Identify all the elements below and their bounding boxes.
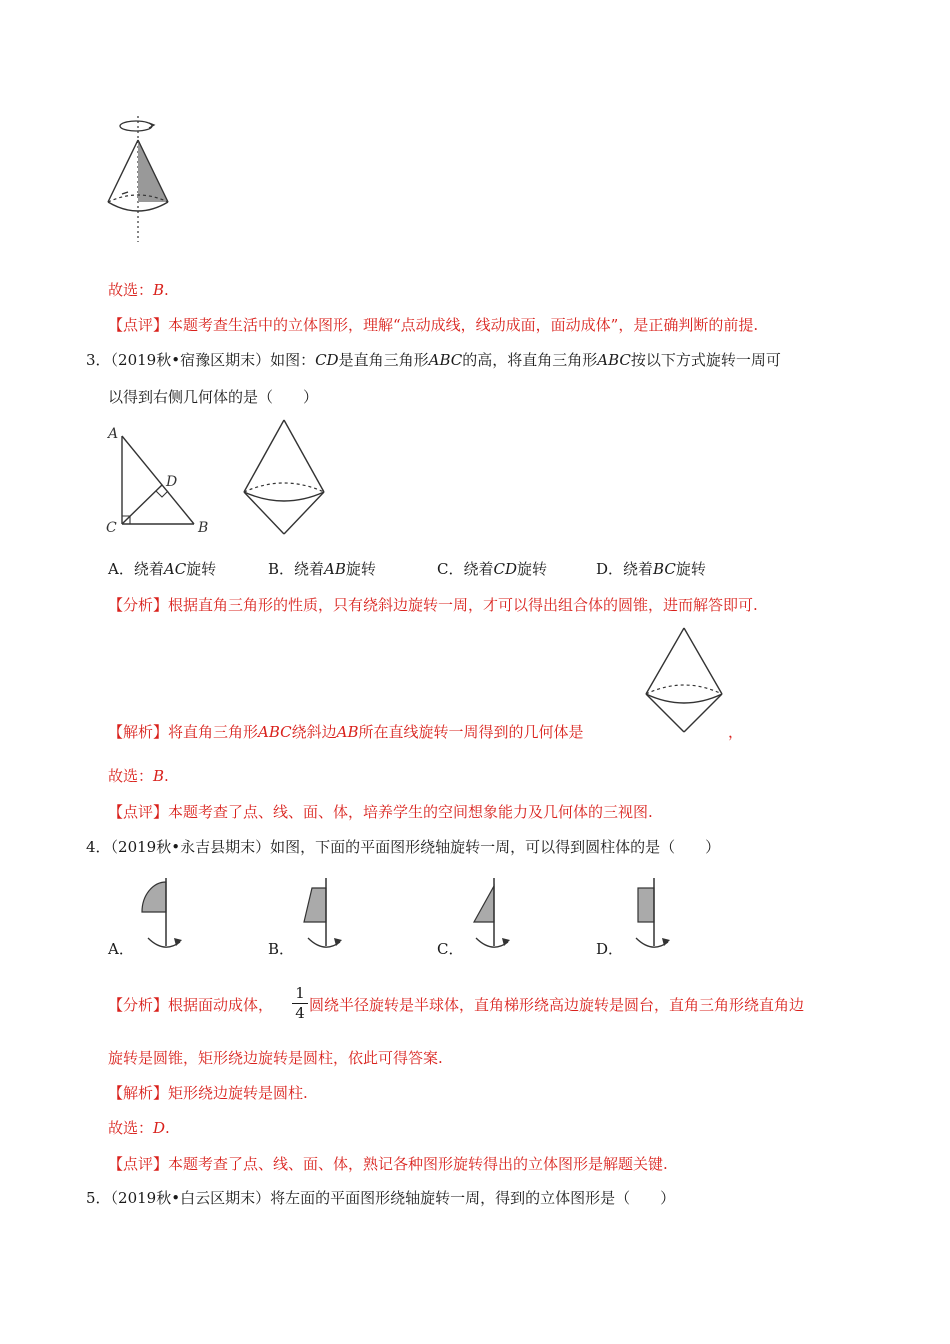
q4-analysis-line2: 旋转是圆锥，矩形绕边旋转是圆柱，依此可得答案. bbox=[108, 1049, 443, 1067]
option-text: 绕着 bbox=[463, 560, 494, 578]
q3-text: 按以下方式旋转一周可 bbox=[630, 351, 781, 369]
q4-analysis-line1-rest: 圆绕半径旋转是半球体，直角梯形绕高边旋转是圆台，直角三角形绕直角边 bbox=[309, 996, 805, 1014]
choose-value: B bbox=[153, 281, 165, 299]
question-number: 5． bbox=[86, 1189, 111, 1207]
q5-text: （2019秋•白云区期末）将左面的平面图形绕轴旋转一周，得到的立体图形是（ ） bbox=[110, 1189, 676, 1207]
fraction-one-quarter bbox=[292, 985, 308, 1022]
q4-stem bbox=[86, 836, 720, 858]
option-text: 旋转 bbox=[517, 560, 548, 578]
option-text: 旋转 bbox=[675, 560, 706, 578]
choose-value: B bbox=[153, 767, 165, 785]
choose-end: . bbox=[165, 1119, 170, 1137]
q3-comment-line bbox=[108, 801, 653, 823]
option-var: BC bbox=[653, 560, 676, 578]
q4-text: （2019秋•永吉县期末）如图，下面的平面图形绕轴旋转一周，可以得到圆柱体的是（ ） bbox=[110, 838, 721, 856]
q4-solution-line bbox=[108, 1082, 308, 1104]
q4-option-a[interactable]: A． bbox=[108, 940, 134, 958]
q3-text: 的高，将直角三角形 bbox=[462, 351, 598, 369]
fraction-denominator: 4 bbox=[295, 1004, 305, 1022]
question-number: 4． bbox=[86, 838, 111, 856]
label-c: C bbox=[106, 520, 117, 536]
q3-stem-line2: 以得到右侧几何体的是（ ） bbox=[108, 388, 319, 406]
choose-label: 故选： bbox=[108, 281, 154, 299]
solution-var: AB bbox=[336, 723, 359, 741]
q3-text: 是直角三角形 bbox=[338, 351, 429, 369]
q4-figure-d-rectangle bbox=[624, 874, 674, 954]
analysis-tag: 【分析】 bbox=[108, 596, 169, 614]
q3-option-d[interactable] bbox=[596, 558, 706, 580]
prev-comment-line bbox=[108, 314, 758, 336]
comment-tag: 【点评】 bbox=[108, 803, 169, 821]
q4-figure-b-trapezoid bbox=[296, 874, 346, 954]
option-key: B． bbox=[268, 560, 295, 578]
label-b: B bbox=[198, 520, 209, 536]
analysis-text: 根据面动成体， bbox=[168, 996, 274, 1014]
solution-text: 绕斜边 bbox=[291, 723, 337, 741]
comment-text: 本题考查了点、线、面、体，熟记各种图形旋转得出的立体图形是解题关键. bbox=[168, 1155, 668, 1173]
analysis-text: 根据直角三角形的性质，只有绕斜边旋转一周，才可以得出组合体的圆锥，进而解答即可. bbox=[168, 596, 758, 614]
choose-end: . bbox=[164, 281, 169, 299]
q3-choose-line bbox=[108, 765, 169, 787]
solution-double-cone-figure bbox=[638, 624, 732, 736]
option-var: CD bbox=[493, 560, 518, 578]
label-d: D bbox=[166, 474, 178, 490]
option-key: D． bbox=[596, 560, 624, 578]
comment-text: 本题考查生活中的立体图形，理解“点动成线，线动成面，面动成体”，是正确判断的前提. bbox=[168, 316, 759, 334]
q4-figure-c-triangle bbox=[464, 874, 514, 954]
option-text: 旋转 bbox=[345, 560, 376, 578]
comment-text: 本题考查了点、线、面、体，培养学生的空间想象能力及几何体的三视图. bbox=[168, 803, 653, 821]
fraction-numerator: 1 bbox=[295, 984, 305, 1002]
analysis-tag: 【分析】 bbox=[108, 996, 169, 1014]
option-text: 旋转 bbox=[186, 560, 217, 578]
solution-tag: 【解析】 bbox=[108, 723, 169, 741]
choose-value: D bbox=[153, 1119, 166, 1137]
q3-option-c[interactable] bbox=[437, 558, 547, 580]
solution-tag: 【解析】 bbox=[108, 1084, 169, 1102]
q4-option-b[interactable]: B． bbox=[268, 940, 295, 958]
choose-label: 故选： bbox=[108, 1119, 154, 1137]
q4-analysis-line1 bbox=[108, 994, 273, 1016]
q3-solution-end: ， bbox=[728, 723, 744, 741]
prev-choose-line bbox=[108, 279, 169, 301]
choose-label: 故选： bbox=[108, 767, 154, 785]
q3-option-b[interactable] bbox=[268, 558, 376, 580]
q4-comment-line bbox=[108, 1153, 668, 1175]
choose-end: . bbox=[164, 767, 169, 785]
option-text: 绕着 bbox=[623, 560, 654, 578]
q4-option-c[interactable]: C． bbox=[437, 940, 464, 958]
q3-analysis-line bbox=[108, 594, 758, 616]
right-triangle-figure bbox=[100, 420, 215, 540]
rotating-cone-figure bbox=[100, 112, 180, 244]
option-text: 绕着 bbox=[294, 560, 325, 578]
option-text: 绕着 bbox=[133, 560, 164, 578]
q4-choose-line bbox=[108, 1117, 170, 1139]
q3-solution-line bbox=[108, 721, 584, 743]
solution-var: ABC bbox=[258, 723, 292, 741]
solution-text: 矩形绕边旋转是圆柱. bbox=[168, 1084, 308, 1102]
q3-var-cd: CD bbox=[315, 351, 339, 369]
q3-source: （2019秋•宿豫区期末）如图： bbox=[110, 351, 316, 369]
solution-text: 所在直线旋转一周得到的几何体是 bbox=[358, 723, 584, 741]
q4-option-d[interactable]: D． bbox=[596, 940, 624, 958]
q3-stem-line1 bbox=[86, 349, 781, 371]
comment-tag: 【点评】 bbox=[108, 1155, 169, 1173]
question-number: 3． bbox=[86, 351, 111, 369]
q4-figure-a-quarter-circle bbox=[136, 874, 186, 954]
q3-option-a[interactable] bbox=[108, 558, 216, 580]
q5-stem bbox=[86, 1187, 675, 1209]
option-key: C． bbox=[437, 560, 464, 578]
option-var: AB bbox=[324, 560, 346, 578]
solution-text: 将直角三角形 bbox=[168, 723, 259, 741]
q3-var-abc: ABC bbox=[428, 351, 463, 369]
double-cone-figure bbox=[238, 416, 332, 538]
comment-tag: 【点评】 bbox=[108, 316, 169, 334]
q3-var-abc: ABC bbox=[597, 351, 631, 369]
label-a: A bbox=[108, 426, 119, 442]
option-key: A． bbox=[108, 560, 134, 578]
option-var: AC bbox=[163, 560, 187, 578]
